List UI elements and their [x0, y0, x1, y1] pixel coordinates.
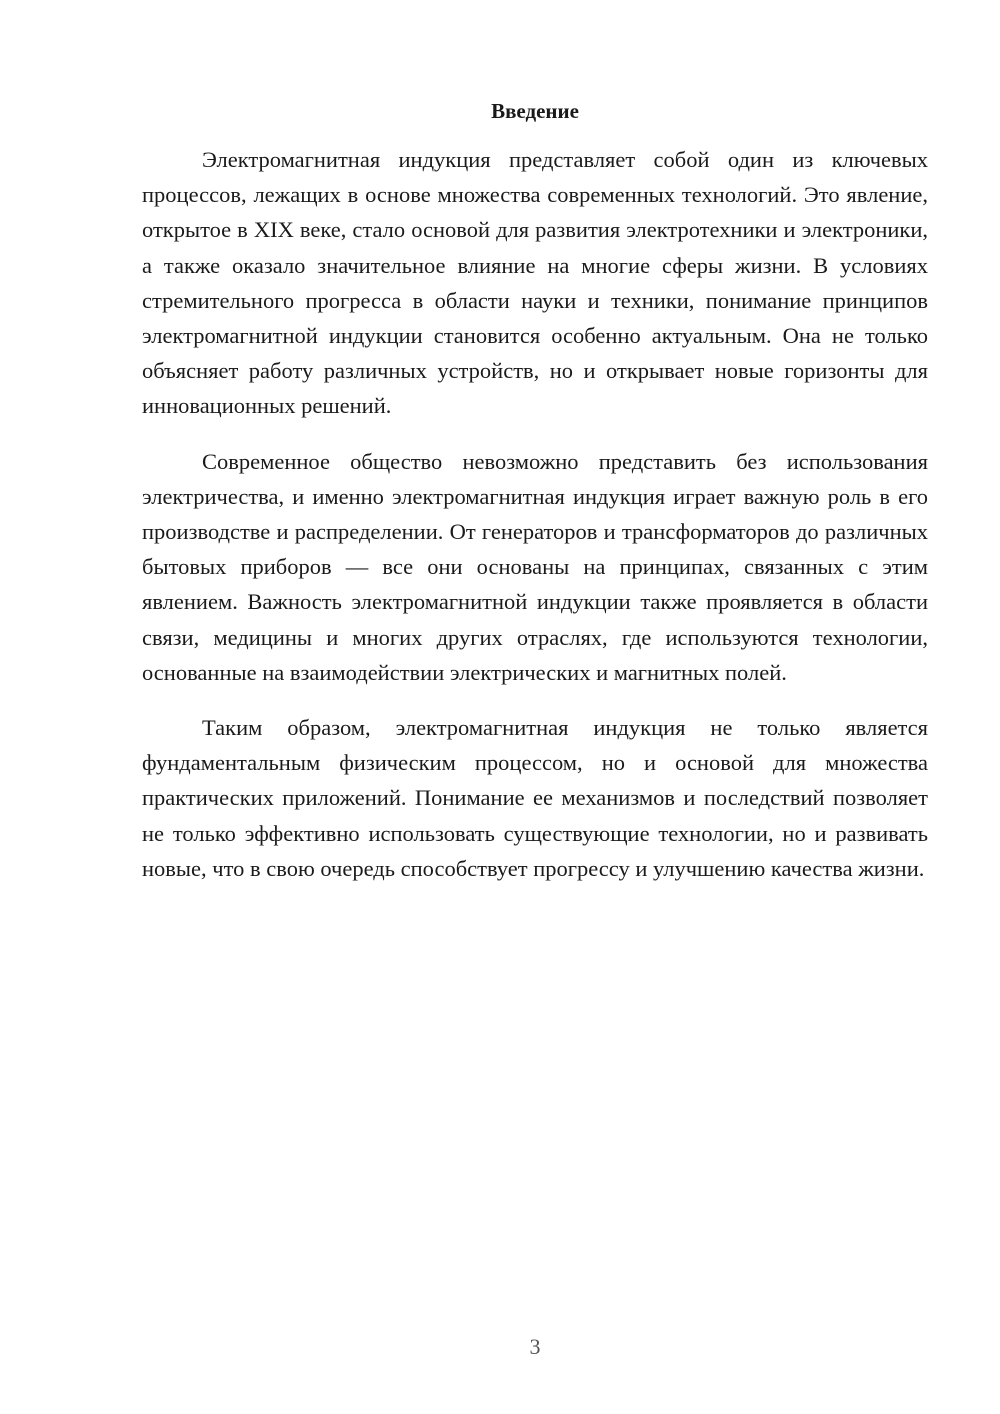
body-text	[142, 142, 928, 906]
paragraph-3: Таким образом, электромагнитная индукция не только является фундаментальным физическим процессом, но и основой для множества практических приложений. Понимание ее механизмов и последствий позволяет не только эффективно использовать существующие технологии, но и развивать новые, что в свою очередь способствует прогрессу и улучшению качества жизни.	[142, 715, 928, 881]
page-number: 3	[529, 1334, 541, 1359]
paragraph-2: Современное общество невозможно представить без использования электричества, и именно электромагнитная индукция играет важную роль в его производстве и распределении. От генераторов и трансформаторов до различных бытовых приборов — все они основаны на принципах, связанных с этим явлением. Важность электромагнитной индукции также проявляется в области связи, медицины и многих других отраслях, где используются технологии, основанные на взаимодействии электрических и магнитных полей.	[142, 448, 928, 685]
page-heading: Введение	[491, 99, 579, 123]
paragraph-1: Электромагнитная индукция представляет собой один из ключевых процессов, лежащих в основе множества современных технологий. Это явление, открытое в XIX веке, стало основой для развития электротехники и электроники, а также оказало значительное влияние на многие сферы жизни. В условиях стремительного прогресса в области науки и техники, понимание принципов электромагнитной индукции становится особенно актуальным. Она не только объясняет работу различных устройств, но и открывает новые горизонты для инновационных решений.	[142, 147, 928, 419]
